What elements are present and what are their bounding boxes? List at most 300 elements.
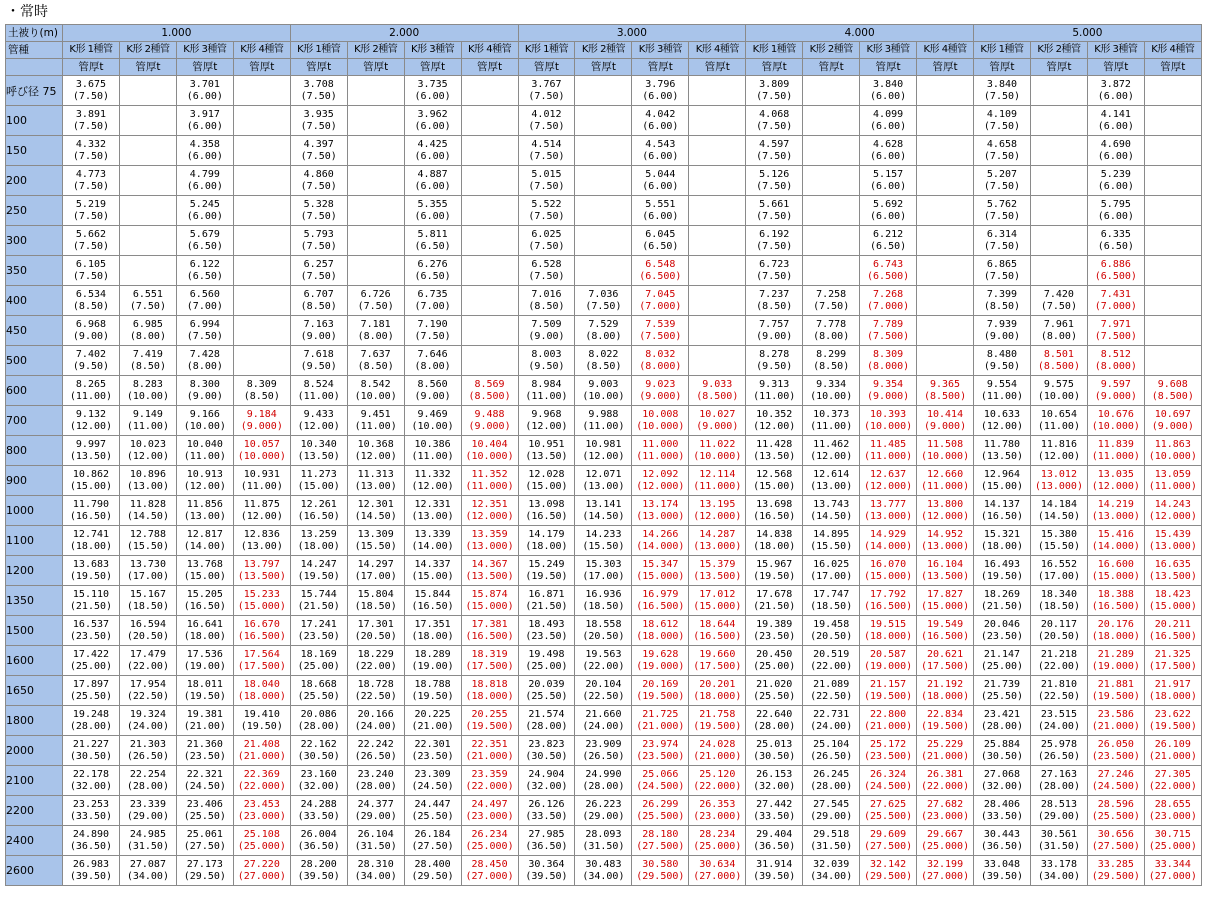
value-cell bbox=[746, 736, 803, 766]
thickness-value: (9.000) bbox=[867, 390, 910, 402]
load-value: 16.641 bbox=[186, 618, 223, 630]
load-value: 23.160 bbox=[300, 768, 337, 780]
thickness-header: 管厚t bbox=[803, 59, 860, 76]
thickness-value: (19.000) bbox=[1091, 660, 1140, 672]
table-row bbox=[6, 436, 1202, 466]
thickness-value: (7.50) bbox=[756, 270, 793, 282]
thickness-value: (19.50) bbox=[69, 570, 113, 582]
thickness-value: (19.50) bbox=[411, 690, 454, 702]
thickness-value: (6.00) bbox=[186, 180, 223, 192]
nominal-diameter-label: 350 bbox=[6, 256, 63, 286]
thickness-value: (12.00) bbox=[525, 420, 568, 432]
value-cell bbox=[290, 616, 347, 646]
value-cell bbox=[233, 856, 290, 886]
thickness-value: (22.50) bbox=[1037, 690, 1080, 702]
value-cell bbox=[290, 196, 347, 226]
value-cell bbox=[1030, 316, 1087, 346]
load-value: 3.891 bbox=[75, 108, 107, 120]
pipe-type-header: K形 4種管 bbox=[917, 42, 974, 59]
load-value: 26.104 bbox=[357, 828, 394, 840]
thickness-value: (12.00) bbox=[69, 420, 113, 432]
load-value: 22.834 bbox=[926, 708, 964, 720]
value-cell bbox=[746, 196, 803, 226]
empty-cell bbox=[917, 166, 974, 196]
value-cell bbox=[347, 376, 404, 406]
value-cell bbox=[404, 226, 461, 256]
load-value: 17.536 bbox=[186, 648, 223, 660]
load-value: 7.163 bbox=[303, 318, 334, 330]
load-value: 29.404 bbox=[756, 828, 793, 840]
thickness-value: (7.50) bbox=[72, 90, 110, 102]
load-value: 30.656 bbox=[1097, 828, 1134, 840]
empty-cell bbox=[461, 316, 518, 346]
thickness-value: (14.000) bbox=[636, 540, 685, 552]
value-cell bbox=[1030, 376, 1087, 406]
value-cell bbox=[290, 166, 347, 196]
thickness-value: (28.00) bbox=[980, 720, 1024, 732]
value-cell bbox=[1087, 406, 1144, 436]
load-value: 15.347 bbox=[642, 558, 679, 570]
load-value: 14.184 bbox=[1040, 498, 1077, 510]
value-cell bbox=[63, 346, 120, 376]
value-cell bbox=[1087, 676, 1144, 706]
load-value: 21.574 bbox=[528, 708, 565, 720]
load-value: 12.331 bbox=[414, 498, 451, 510]
value-cell bbox=[1087, 736, 1144, 766]
thickness-value: (6.500) bbox=[639, 270, 682, 282]
empty-cell bbox=[1030, 226, 1087, 256]
load-value: 28.596 bbox=[1097, 798, 1134, 810]
thickness-value: (36.50) bbox=[69, 840, 113, 852]
empty-cell bbox=[119, 136, 176, 166]
value-cell bbox=[290, 346, 347, 376]
value-cell bbox=[176, 856, 233, 886]
value-cell bbox=[290, 466, 347, 496]
value-cell bbox=[518, 466, 575, 496]
pipe-type-label: 管種 bbox=[6, 42, 63, 59]
thickness-value: (9.00) bbox=[186, 390, 223, 402]
value-cell bbox=[233, 646, 290, 676]
value-cell bbox=[746, 136, 803, 166]
load-value: 18.818 bbox=[471, 678, 508, 690]
load-value: 29.518 bbox=[813, 828, 850, 840]
load-value: 14.287 bbox=[699, 528, 736, 540]
value-cell bbox=[347, 706, 404, 736]
value-cell bbox=[746, 586, 803, 616]
value-cell bbox=[176, 406, 233, 436]
load-value: 19.515 bbox=[870, 618, 907, 630]
value-cell bbox=[63, 376, 120, 406]
load-value: 4.358 bbox=[189, 138, 220, 150]
value-cell bbox=[632, 136, 689, 166]
load-value: 21.725 bbox=[642, 708, 679, 720]
empty-cell bbox=[803, 226, 860, 256]
thickness-value: (15.000) bbox=[693, 600, 742, 612]
table-row bbox=[6, 676, 1202, 706]
load-value: 8.569 bbox=[474, 378, 505, 390]
thickness-value: (13.500) bbox=[237, 570, 286, 582]
thickness-value: (7.500) bbox=[639, 330, 682, 342]
value-cell bbox=[63, 106, 120, 136]
load-value: 9.149 bbox=[132, 408, 163, 420]
thickness-value: (7.50) bbox=[300, 270, 337, 282]
thickness-value: (18.000) bbox=[636, 630, 685, 642]
value-cell bbox=[290, 766, 347, 796]
load-value: 30.561 bbox=[1040, 828, 1077, 840]
value-cell bbox=[404, 76, 461, 106]
thickness-value: (27.500) bbox=[636, 840, 685, 852]
load-value: 28.406 bbox=[983, 798, 1021, 810]
thickness-value: (8.000) bbox=[1094, 360, 1137, 372]
value-cell bbox=[119, 286, 176, 316]
thickness-value: (15.000) bbox=[237, 600, 286, 612]
load-value: 14.838 bbox=[756, 528, 793, 540]
load-value: 7.539 bbox=[645, 318, 676, 330]
table-row bbox=[6, 406, 1202, 436]
thickness-value: (29.500) bbox=[1091, 870, 1140, 882]
load-value: 24.990 bbox=[585, 768, 622, 780]
value-cell bbox=[860, 406, 917, 436]
pipe-type-header: K形 2種管 bbox=[347, 42, 404, 59]
load-value: 17.351 bbox=[414, 618, 451, 630]
thickness-value: (12.000) bbox=[864, 480, 913, 492]
thickness-value: (22.50) bbox=[810, 690, 853, 702]
value-cell bbox=[518, 196, 575, 226]
load-value: 15.205 bbox=[186, 588, 223, 600]
load-value: 15.844 bbox=[414, 588, 451, 600]
load-value: 4.860 bbox=[303, 168, 334, 180]
thickness-value: (15.000) bbox=[1091, 570, 1140, 582]
thickness-value: (10.000) bbox=[1148, 450, 1197, 462]
value-cell bbox=[290, 646, 347, 676]
value-cell bbox=[917, 586, 974, 616]
thickness-value: (11.00) bbox=[240, 480, 283, 492]
load-value: 16.979 bbox=[642, 588, 679, 600]
load-value: 5.328 bbox=[303, 198, 334, 210]
empty-cell bbox=[689, 346, 746, 376]
value-cell bbox=[63, 766, 120, 796]
thickness-value: (25.000) bbox=[693, 840, 742, 852]
nominal-diameter-label: 2200 bbox=[6, 796, 63, 826]
thickness-value: (23.500) bbox=[864, 750, 913, 762]
load-value: 9.451 bbox=[360, 408, 391, 420]
thickness-value: (23.50) bbox=[411, 750, 454, 762]
load-value: 5.015 bbox=[531, 168, 562, 180]
load-value: 11.790 bbox=[72, 498, 110, 510]
thickness-value: (30.50) bbox=[69, 750, 113, 762]
empty-cell bbox=[689, 76, 746, 106]
load-value: 21.227 bbox=[72, 738, 110, 750]
thickness-value: (29.00) bbox=[810, 810, 853, 822]
value-cell bbox=[176, 76, 233, 106]
thickness-value: (11.000) bbox=[1091, 450, 1140, 462]
load-value: 22.369 bbox=[243, 768, 280, 780]
load-value: 4.628 bbox=[873, 138, 904, 150]
thickness-value: (10.00) bbox=[411, 420, 454, 432]
value-cell bbox=[347, 526, 404, 556]
thickness-value: (19.000) bbox=[864, 660, 913, 672]
value-cell bbox=[575, 466, 632, 496]
pipe-type-header: K形 1種管 bbox=[746, 42, 803, 59]
thickness-value: (31.50) bbox=[126, 840, 169, 852]
load-value: 11.332 bbox=[414, 468, 451, 480]
value-cell bbox=[974, 826, 1031, 856]
load-value: 6.548 bbox=[645, 258, 676, 270]
value-cell bbox=[746, 526, 803, 556]
load-value: 11.780 bbox=[983, 438, 1021, 450]
load-value: 10.057 bbox=[243, 438, 280, 450]
thickness-value: (20.50) bbox=[582, 630, 625, 642]
load-value: 6.735 bbox=[417, 288, 448, 300]
value-cell bbox=[63, 256, 120, 286]
thickness-value: (27.500) bbox=[864, 840, 913, 852]
thickness-header: 管厚t bbox=[689, 59, 746, 76]
load-value: 28.180 bbox=[642, 828, 679, 840]
value-cell bbox=[290, 436, 347, 466]
value-cell bbox=[575, 316, 632, 346]
value-cell bbox=[119, 526, 176, 556]
thickness-value: (27.500) bbox=[1091, 840, 1140, 852]
empty-cell bbox=[917, 256, 974, 286]
value-cell bbox=[746, 616, 803, 646]
thickness-value: (24.00) bbox=[1037, 720, 1080, 732]
load-value: 18.558 bbox=[585, 618, 622, 630]
thickness-value: (19.500) bbox=[920, 720, 970, 732]
thickness-value: (19.50) bbox=[297, 570, 340, 582]
load-value: 6.968 bbox=[75, 318, 107, 330]
value-cell bbox=[119, 706, 176, 736]
load-value: 20.176 bbox=[1097, 618, 1134, 630]
value-cell bbox=[746, 226, 803, 256]
thickness-value: (14.00) bbox=[183, 540, 226, 552]
thickness-value: (18.50) bbox=[810, 600, 853, 612]
load-value: 11.462 bbox=[813, 438, 850, 450]
value-cell bbox=[860, 556, 917, 586]
load-value: 15.967 bbox=[756, 558, 793, 570]
thickness-value: (21.50) bbox=[980, 600, 1024, 612]
value-cell bbox=[632, 826, 689, 856]
thickness-value: (10.00) bbox=[183, 420, 226, 432]
thickness-value: (7.50) bbox=[983, 210, 1021, 222]
thickness-value: (7.50) bbox=[300, 240, 337, 252]
thickness-value: (11.000) bbox=[864, 450, 913, 462]
load-value: 14.243 bbox=[1154, 498, 1191, 510]
value-cell bbox=[119, 496, 176, 526]
table-row bbox=[6, 196, 1202, 226]
load-value: 10.981 bbox=[585, 438, 622, 450]
value-cell bbox=[974, 376, 1031, 406]
thickness-value: (28.00) bbox=[1037, 780, 1080, 792]
blank-header-cell bbox=[6, 59, 63, 76]
value-cell bbox=[176, 166, 233, 196]
empty-cell bbox=[917, 286, 974, 316]
value-cell bbox=[63, 496, 120, 526]
value-cell bbox=[63, 706, 120, 736]
load-value: 6.743 bbox=[873, 258, 904, 270]
value-cell bbox=[803, 586, 860, 616]
empty-cell bbox=[461, 226, 518, 256]
nominal-diameter-label: 700 bbox=[6, 406, 63, 436]
thickness-value: (6.00) bbox=[186, 90, 223, 102]
value-cell bbox=[290, 736, 347, 766]
thickness-value: (24.00) bbox=[126, 720, 169, 732]
load-value: 14.266 bbox=[642, 528, 679, 540]
load-value: 19.324 bbox=[129, 708, 166, 720]
thickness-value: (22.50) bbox=[582, 690, 625, 702]
thickness-value: (12.000) bbox=[1148, 510, 1197, 522]
load-value: 27.163 bbox=[1040, 768, 1077, 780]
empty-cell bbox=[119, 226, 176, 256]
thickness-value: (6.00) bbox=[870, 180, 907, 192]
value-cell bbox=[233, 466, 290, 496]
value-cell bbox=[404, 796, 461, 826]
load-value: 15.380 bbox=[1040, 528, 1077, 540]
value-cell bbox=[63, 76, 120, 106]
thickness-value: (23.50) bbox=[980, 630, 1024, 642]
load-value: 16.871 bbox=[528, 588, 565, 600]
thickness-value: (6.00) bbox=[414, 180, 451, 192]
thickness-value: (6.500) bbox=[1094, 270, 1137, 282]
value-cell bbox=[860, 136, 917, 166]
table-row bbox=[6, 256, 1202, 286]
load-value: 6.707 bbox=[303, 288, 334, 300]
value-cell bbox=[1030, 466, 1087, 496]
value-cell bbox=[1144, 646, 1201, 676]
thickness-value: (6.00) bbox=[870, 90, 907, 102]
value-cell bbox=[575, 436, 632, 466]
thickness-value: (18.00) bbox=[411, 630, 454, 642]
thickness-value: (22.000) bbox=[1148, 780, 1197, 792]
value-cell bbox=[347, 286, 404, 316]
table-row bbox=[6, 346, 1202, 376]
thickness-value: (11.000) bbox=[465, 480, 514, 492]
value-cell bbox=[119, 376, 176, 406]
value-cell bbox=[290, 76, 347, 106]
value-cell bbox=[233, 826, 290, 856]
value-cell bbox=[518, 76, 575, 106]
thickness-value: (12.000) bbox=[1091, 480, 1140, 492]
thickness-value: (22.00) bbox=[1037, 660, 1080, 672]
empty-cell bbox=[461, 136, 518, 166]
load-value: 9.033 bbox=[702, 378, 733, 390]
value-cell bbox=[575, 646, 632, 676]
load-value: 33.048 bbox=[983, 858, 1021, 870]
thickness-value: (16.50) bbox=[297, 510, 340, 522]
thickness-header: 管厚t bbox=[233, 59, 290, 76]
value-cell bbox=[119, 796, 176, 826]
thickness-value: (30.50) bbox=[980, 750, 1024, 762]
page-title: ・常時 bbox=[6, 4, 48, 20]
value-cell bbox=[1087, 766, 1144, 796]
thickness-header: 管厚t bbox=[1030, 59, 1087, 76]
value-cell bbox=[746, 706, 803, 736]
empty-cell bbox=[803, 166, 860, 196]
value-cell bbox=[518, 676, 575, 706]
load-value: 6.335 bbox=[1100, 228, 1131, 240]
value-cell bbox=[176, 196, 233, 226]
value-cell bbox=[632, 736, 689, 766]
thickness-value: (11.00) bbox=[582, 420, 625, 432]
thickness-value: (27.000) bbox=[465, 870, 514, 882]
value-cell bbox=[233, 706, 290, 736]
thickness-value: (7.50) bbox=[983, 90, 1021, 102]
empty-cell bbox=[233, 316, 290, 346]
depth-header-1: 1.000 bbox=[63, 25, 291, 42]
load-value: 12.637 bbox=[870, 468, 907, 480]
thickness-value: (8.00) bbox=[813, 330, 850, 342]
thickness-value: (7.50) bbox=[983, 120, 1021, 132]
thickness-value: (26.50) bbox=[354, 750, 397, 762]
load-value: 13.768 bbox=[186, 558, 223, 570]
thickness-value: (20.50) bbox=[1037, 630, 1080, 642]
value-cell bbox=[803, 706, 860, 736]
value-cell bbox=[63, 856, 120, 886]
load-value: 30.364 bbox=[528, 858, 565, 870]
load-value: 18.229 bbox=[357, 648, 394, 660]
load-value: 16.552 bbox=[1040, 558, 1077, 570]
value-cell bbox=[632, 676, 689, 706]
thickness-value: (9.50) bbox=[72, 360, 110, 372]
thickness-value: (21.000) bbox=[1091, 720, 1140, 732]
load-value: 12.028 bbox=[528, 468, 565, 480]
thickness-value: (9.50) bbox=[756, 360, 793, 372]
thickness-value: (13.500) bbox=[920, 570, 970, 582]
value-cell bbox=[632, 796, 689, 826]
value-cell bbox=[63, 316, 120, 346]
value-cell bbox=[63, 616, 120, 646]
thickness-value: (22.00) bbox=[582, 660, 625, 672]
thickness-value: (21.000) bbox=[636, 720, 685, 732]
nominal-diameter-label: 500 bbox=[6, 346, 63, 376]
thickness-value: (33.50) bbox=[753, 810, 796, 822]
load-value: 28.093 bbox=[585, 828, 622, 840]
thickness-value: (39.50) bbox=[753, 870, 796, 882]
value-cell bbox=[632, 616, 689, 646]
thickness-value: (25.000) bbox=[1148, 840, 1197, 852]
value-cell bbox=[746, 826, 803, 856]
load-value: 26.324 bbox=[870, 768, 907, 780]
load-value: 16.670 bbox=[243, 618, 280, 630]
load-value: 5.239 bbox=[1100, 168, 1131, 180]
empty-cell bbox=[119, 166, 176, 196]
nominal-diameter-label: 1000 bbox=[6, 496, 63, 526]
value-cell bbox=[176, 556, 233, 586]
load-value: 10.913 bbox=[186, 468, 223, 480]
thickness-value: (23.000) bbox=[1148, 810, 1197, 822]
value-cell bbox=[119, 826, 176, 856]
thickness-value: (6.00) bbox=[414, 90, 451, 102]
thickness-value: (12.00) bbox=[753, 420, 796, 432]
empty-cell bbox=[1030, 196, 1087, 226]
load-value: 14.219 bbox=[1097, 498, 1134, 510]
thickness-value: (7.50) bbox=[756, 240, 793, 252]
value-cell bbox=[347, 616, 404, 646]
thickness-value: (25.00) bbox=[69, 660, 113, 672]
load-value: 12.614 bbox=[813, 468, 850, 480]
load-value: 23.421 bbox=[983, 708, 1021, 720]
thickness-value: (15.50) bbox=[1037, 540, 1080, 552]
thickness-value: (20.50) bbox=[126, 630, 169, 642]
thickness-value: (31.50) bbox=[810, 840, 853, 852]
thickness-value: (23.000) bbox=[693, 810, 742, 822]
value-cell bbox=[461, 526, 518, 556]
thickness-header: 管厚t bbox=[404, 59, 461, 76]
pipe-type-header: K形 1種管 bbox=[518, 42, 575, 59]
thickness-value: (24.500) bbox=[636, 780, 685, 792]
empty-cell bbox=[1144, 256, 1201, 286]
value-cell bbox=[746, 646, 803, 676]
value-cell bbox=[746, 376, 803, 406]
